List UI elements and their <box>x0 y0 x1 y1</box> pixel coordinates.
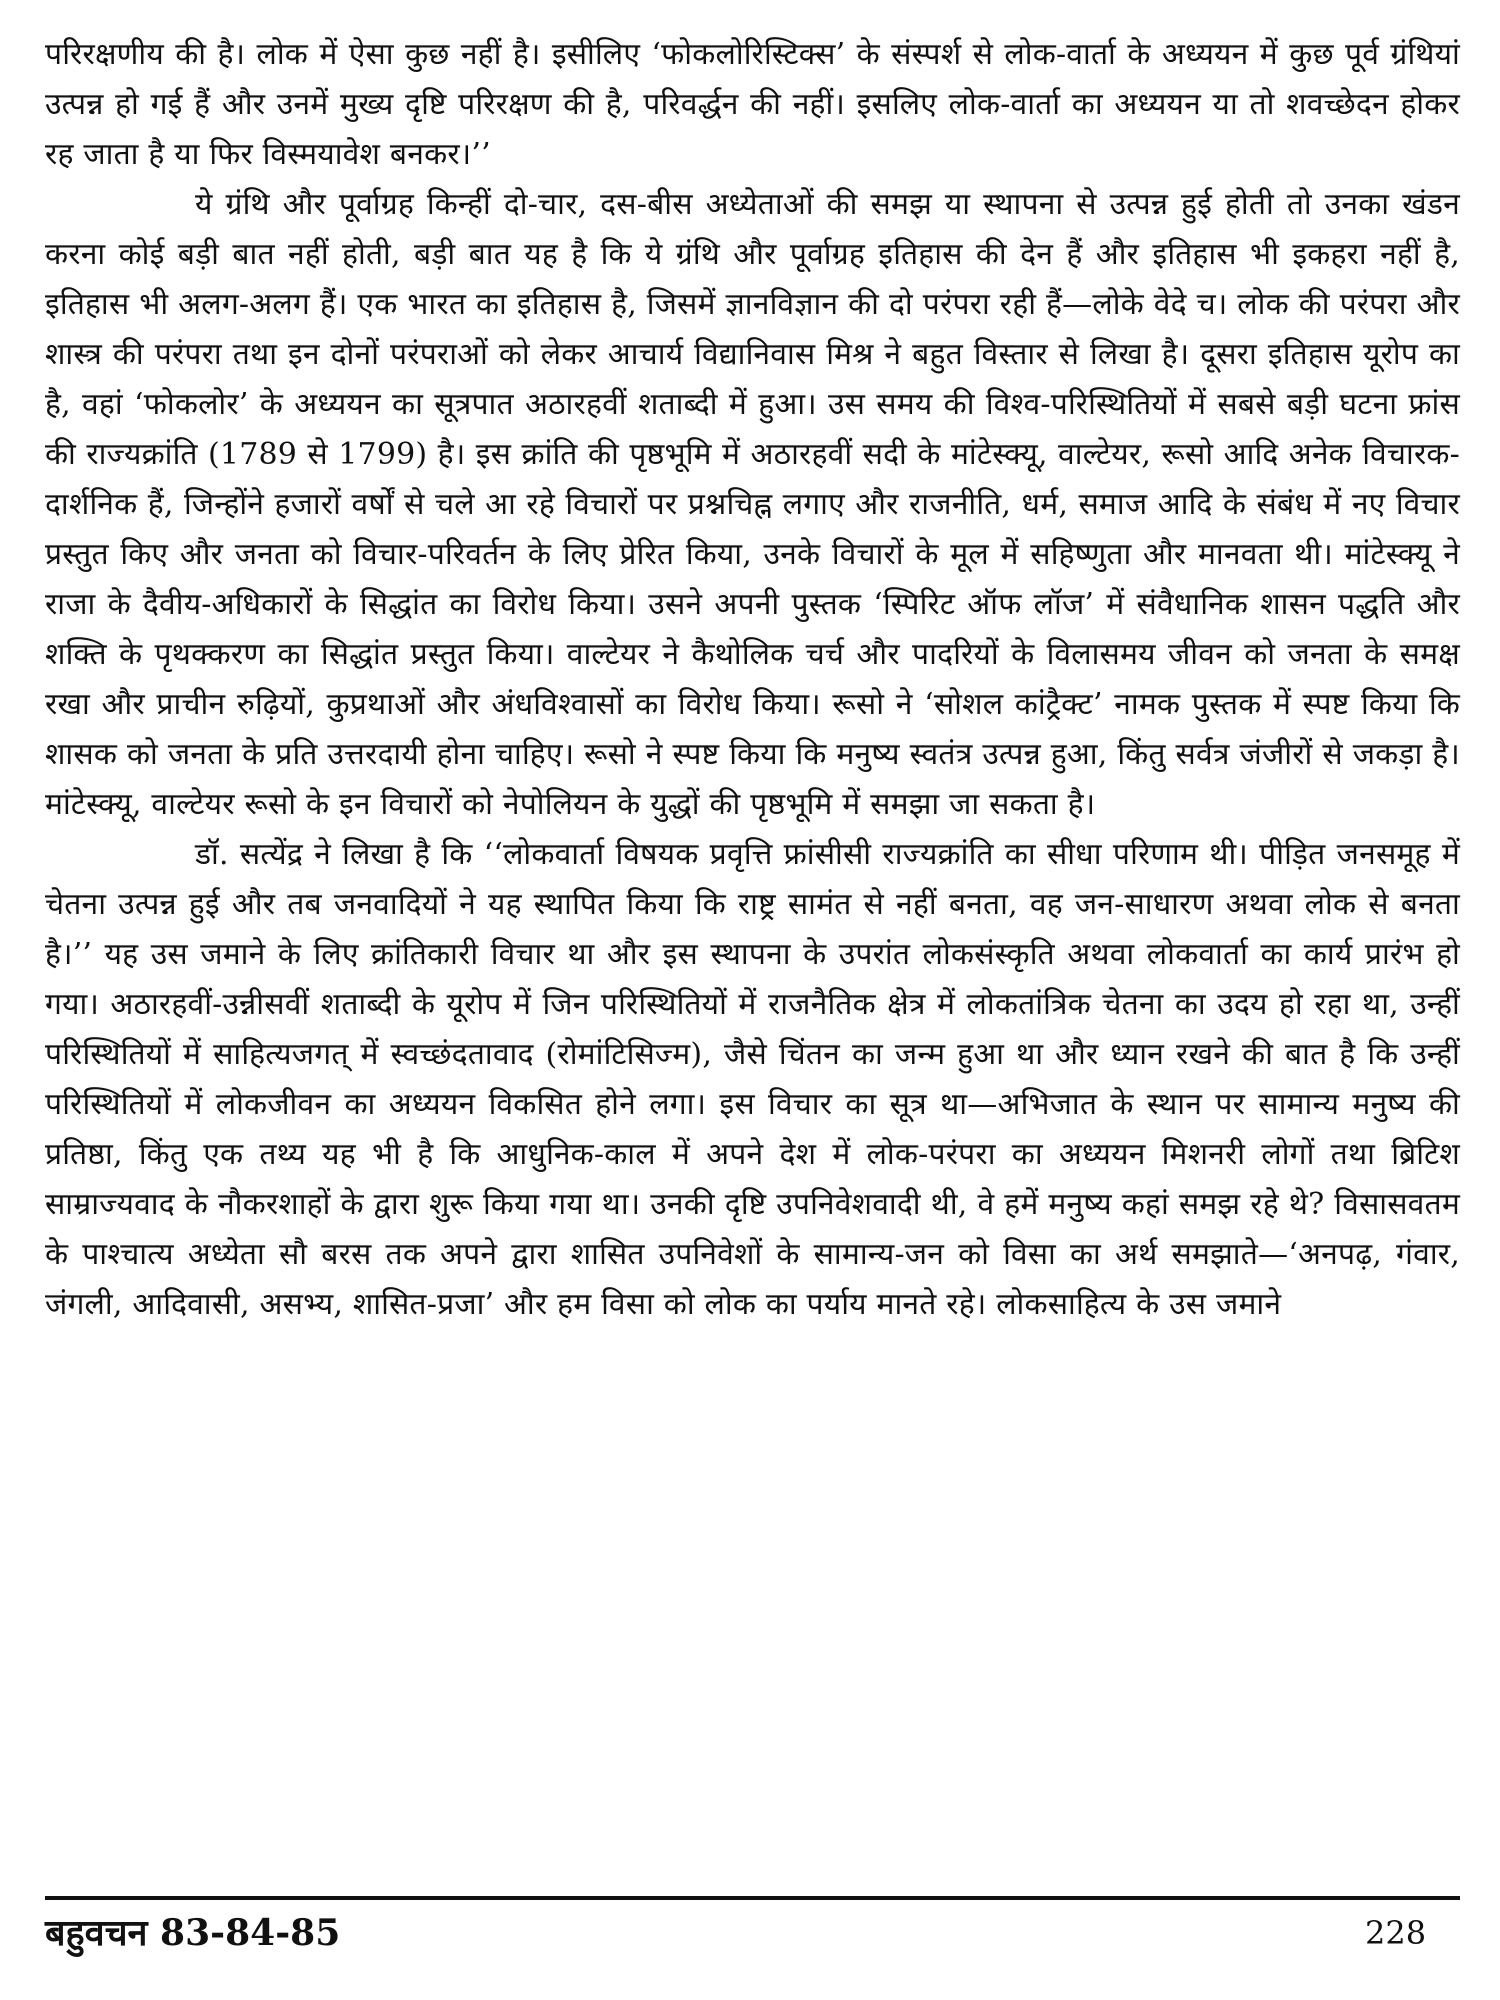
paragraph-3: डॉ. सत्येंद्र ने लिखा है कि ‘‘लोकवार्ता विषयक प्रवृत्ति फ्रांसीसी राज्यक्रांति का सीधा परिणाम थी। पीड़ित जनसमूह में चेतना उत्पन्न हुई और तब जनवादियों ने यह स्थापित किया कि राष्ट्र सामंत से नहीं बनता, वह जन-साधारण अथवा लोक से बनता है।’’ यह उस जमाने के लिए क्रांतिकारी विचार था और इस स्थापना के उपरांत लोकसंस्कृति अथवा लोकवार्ता का कार्य प्रारंभ हो गया। अठारहवीं-उन्नीसवीं शताब्दी के यूरोप में जिन परिस्थितियों में राजनैतिक क्षेत्र में लोकतांत्रिक चेतना का उदय हो रहा था, उन्हीं परिस्थितियों में साहित्यजगत् में स्वच्छंदतावाद (रोमांटिसिज्म), जैसे चिंतन का जन्म हुआ था और ध्यान रखने की बात है कि उन्हीं परिस्थितियों में लोकजीवन का अध्ययन विकसित होने लगा। इस विचार का सूत्र था—अभिजात के स्थान पर सामान्य मनुष्य की प्रतिष्ठा, किंतु एक तथ्य यह भी है कि आधुनिक-काल में अपने देश में लोक-परंपरा का अध्ययन मिशनरी लोगों तथा ब्रिटिश साम्राज्यवाद के नौकरशाहों के द्वारा शुरू किया गया था। उनकी दृष्टि उपनिवेशवादी थी, वे हमें मनुष्य कहां समझ रहे थे? विसासवतम के पाश्चात्य अध्येता सौ बरस तक अपने द्वारा शासित उपनिवेशों के सामान्य-जन को विसा का अर्थ समझाते—‘अनपढ़, गंवार, जंगली, आदिवासी, असभ्य, शासित-प्रजा’ और हम विसा को लोक का पर्याय मानते रहे। लोकसाहित्य के उस जमाने <box>45 837 1460 1322</box>
page-number: 228 <box>1365 1914 1427 1952</box>
paragraph-2: ये ग्रंथि और पूर्वाग्रह किन्हीं दो-चार, दस-बीस अध्येताओं की समझ या स्थापना से उत्पन्न हुई होती तो उनका खंडन करना कोई बड़ी बात नहीं होती, बड़ी बात यह है कि ये ग्रंथि और पूर्वाग्रह इतिहास की देन हैं और इतिहास भी इकहरा नहीं है, इतिहास भी अलग-अलग हैं। एक भारत का इतिहास है, जिसमें ज्ञानविज्ञान की दो परंपरा रही हैं—लोके वेदे च। लोक की परंपरा और शास्त्र की परंपरा तथा इन दोनों परंपराओं को लेकर आचार्य विद्यानिवास मिश्र ने बहुत विस्तार से लिखा है। दूसरा इतिहास यूरोप का है, वहां ‘फोकलोर’ के अध्ययन का सूत्रपात अठारहवीं शताब्दी में हुआ। उस समय की विश्व-परिस्थितियों में सबसे बड़ी घटना फ्रांस की राज्यक्रांति (1789 से 1799) है। इस क्रांति की पृष्ठभूमि में अठारहवीं सदी के मांटेस्क्यू, वाल्टेयर, रूसो आदि अनेक विचारक-दार्शनिक हैं, जिन्होंने हजारों वर्षों से चले आ रहे विचारों पर प्रश्नचिह्न लगाए और राजनीति, धर्म, समाज आदि के संबंध में नए विचार प्रस्तुत किए और जनता को विचार-परिवर्तन के लिए प्रेरित किया, उनके विचारों के मूल में सहिष्णुता और मानवता थी। मांटेस्क्यू ने राजा के दैवीय-अधिकारों के सिद्धांत का विरोध किया। उसने अपनी पुस्तक ‘स्पिरिट ऑफ लॉज’ में संवैधानिक शासन पद्धति और शक्ति के पृथक्करण का सिद्धांत प्रस्तुत किया। वाल्टेयर ने कैथोलिक चर्च और पादरियों के विलासमय जीवन को जनता के समक्ष रखा और प्राचीन रुढ़ियों, कुप्रथाओं और अंधविश्वासों का विरोध किया। रूसो ने ‘सोशल कांट्रैक्ट’ नामक पुस्तक में स्पष्ट किया कि शासक को जनता के प्रति उत्तरदायी होना चाहिए। रूसो ने स्पष्ट किया कि मनुष्य स्वतंत्र उत्पन्न हुआ, किंतु सर्वत्र जंजीरों से जकड़ा है। मांटेस्क्यू, वाल्टेयर रूसो के इन विचारों को नेपोलियन के युद्धों की पृष्ठभूमि में समझा जा सकता है। <box>45 187 1460 822</box>
paragraph-1: परिरक्षणीय की है। लोक में ऐसा कुछ नहीं है। इसीलिए ‘फोकलोरिस्टिक्स’ के संस्पर्श से लोक-वार्ता के अध्ययन में कुछ पूर्व ग्रंथियां उत्पन्न हो गई हैं और उनमें मुख्य दृष्टि परिरक्षण की है, परिवर्द्धन की नहीं। इसलिए लोक-वार्ता का अध्ययन या तो शवच्छेदन होकर रह जाता है या फिर विस्मयावेश बनकर।’’ <box>45 37 1460 172</box>
article-body <box>45 30 1460 1330</box>
page <box>45 30 1460 1970</box>
footer-divider <box>45 1896 1460 1900</box>
journal-title: बहुवचन 83-84-85 <box>45 1912 341 1954</box>
